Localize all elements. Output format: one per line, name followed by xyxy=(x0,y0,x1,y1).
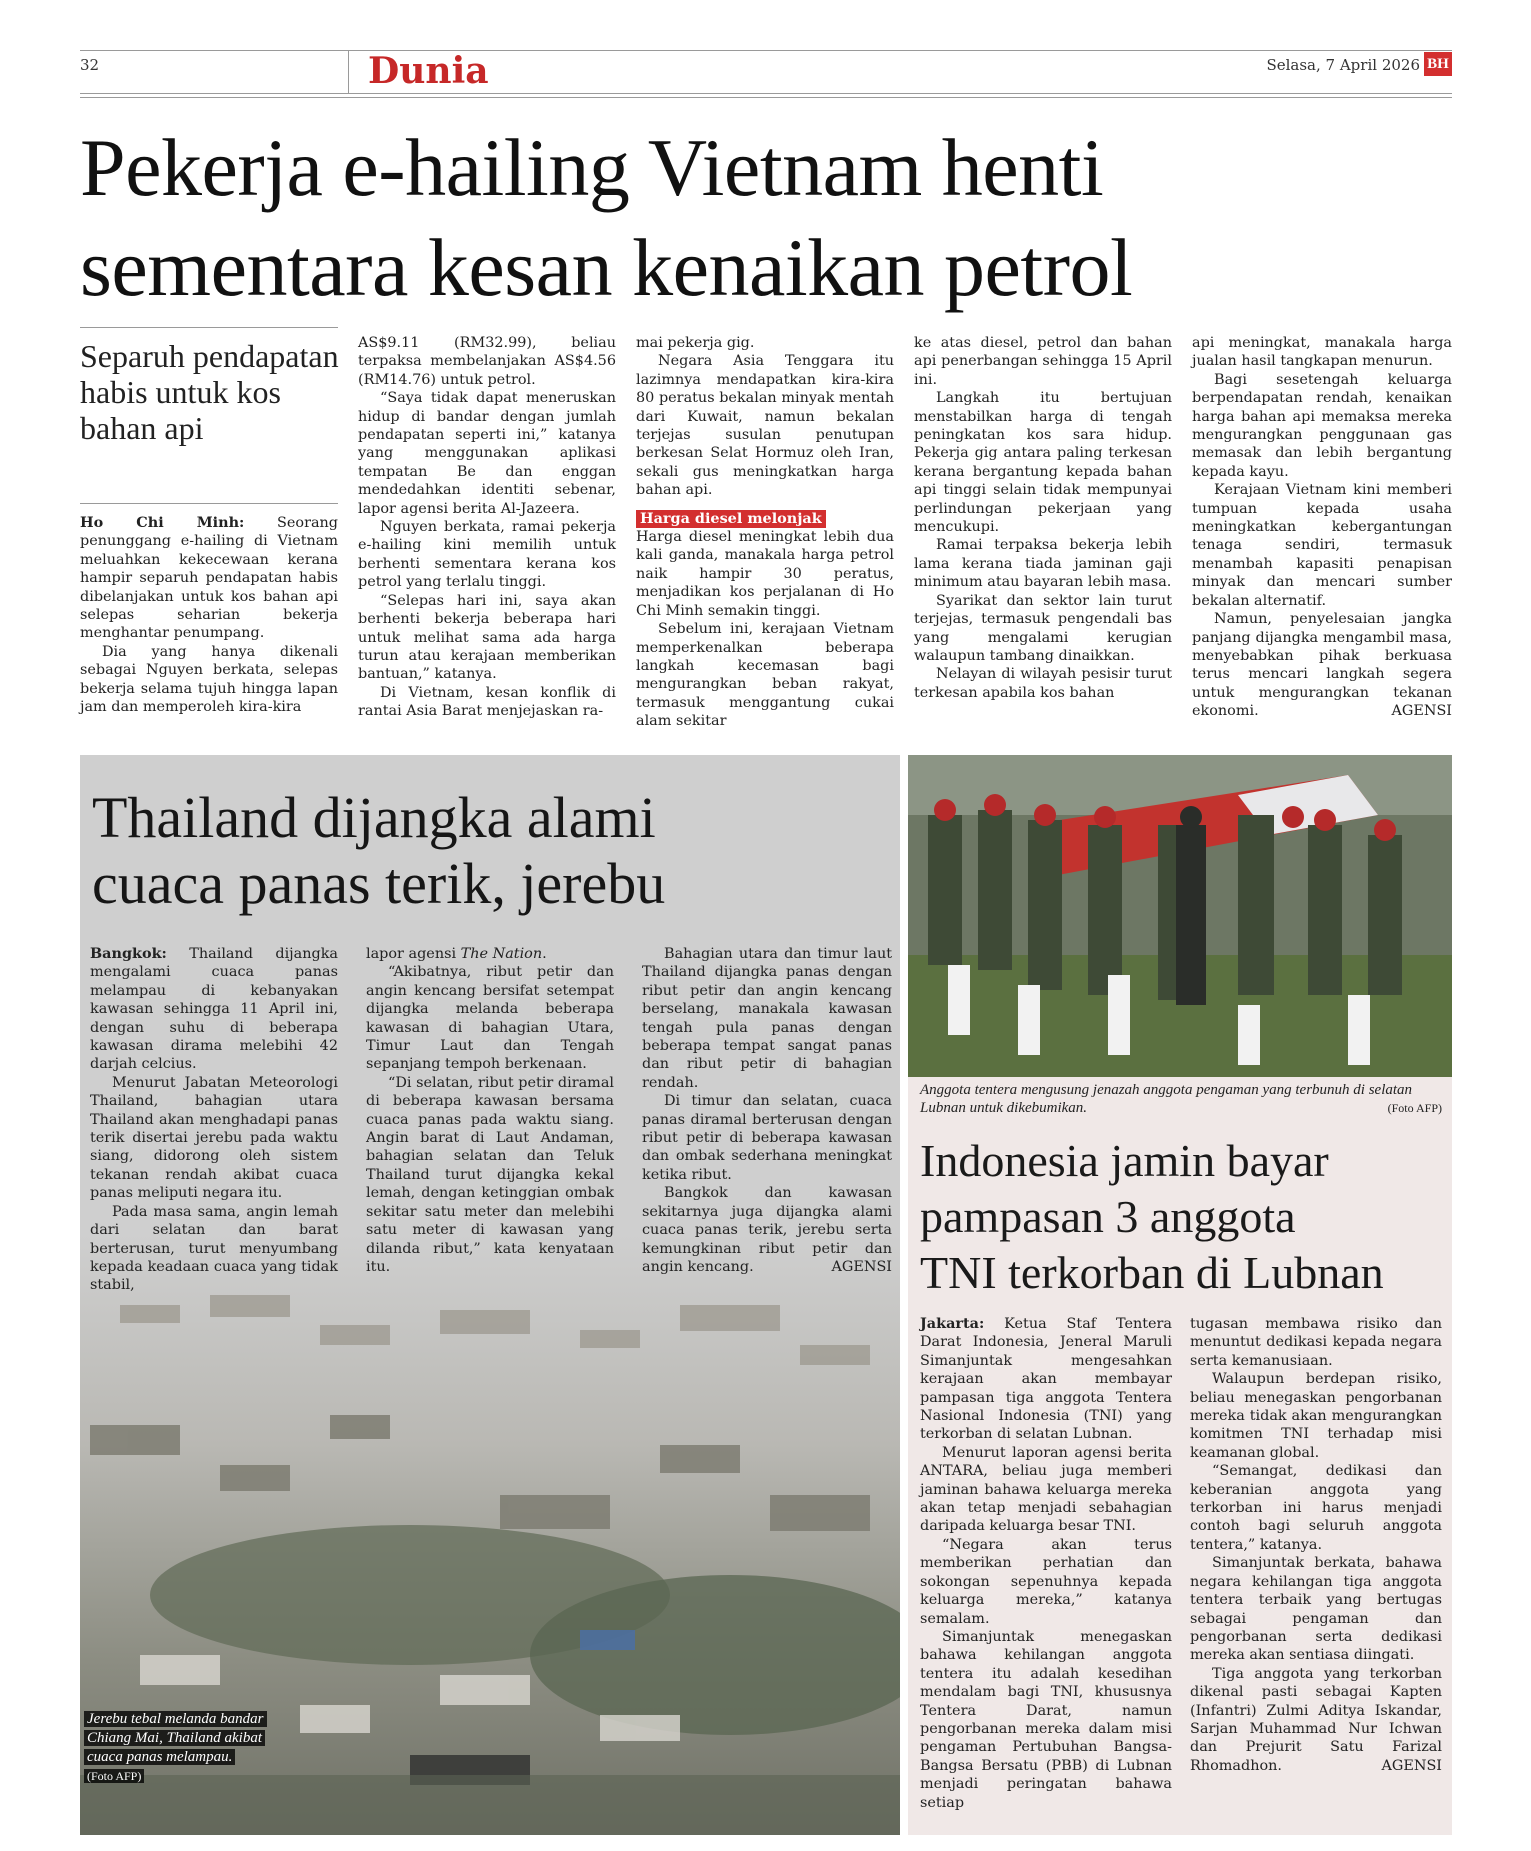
thailand-col-1 xyxy=(90,945,338,1295)
paragraph: Pada masa sama, angin lemah dari selatan dan barat berterusan, turut menyumbang kepada keadaan cuaca yang tidak stabil, xyxy=(90,1203,338,1294)
thailand-headline xyxy=(92,785,892,917)
text: Bangkok dan kawasan sekitarnya juga dijangka alami cuaca panas terik, jerebu serta kemungkinan ribut petir dan angin kencang. xyxy=(642,1185,892,1275)
section-title: Dunia xyxy=(368,50,489,92)
photo-credit: (Foto AFP) xyxy=(1387,1101,1442,1115)
thailand-photo-caption xyxy=(84,1710,267,1786)
paragraph: Walaupun berdepan risiko, beliau menegaskan pengorbanan mereka tidak akan mengurangkan komitmen TNI terhadap misi keamanan global. xyxy=(1190,1371,1442,1461)
caption-line: Chiang Mai, Thailand akibat xyxy=(84,1730,265,1746)
caption-line: Jerebu tebal melanda bandar xyxy=(84,1711,267,1727)
issue-date: Selasa, 7 April 2026 xyxy=(1266,56,1420,74)
paragraph: tugasan membawa risiko dan menuntut dedikasi kepada negara serta kemanusiaan. xyxy=(1190,1316,1442,1369)
paragraph: Bahagian utara dan timur laut Thailand dijangka panas dengan ribut petir dan angin kencang berselang, manakala kawasan tengah pula panas dengan beberapa tempat sangat panas dan ribut petir di bahagian rendah. xyxy=(642,946,892,1091)
subheading-diesel: Harga diesel melonjak xyxy=(636,510,826,528)
paragraph: “Di selatan, ribut petir diramal di beberapa kawasan bersama cuaca panas pada waktu siang. Angin barat di Laut Andaman, bahagian selatan dan Teluk Thailand turut dijangka kekal lemah, dengan ketinggian ombak sekitar satu meter dan melebihi satu meter di kawasan yang dilanda ribut,” kata kenyataan itu. xyxy=(366,1074,614,1275)
dateline: Bangkok: xyxy=(90,945,167,962)
paragraph: “Akibatnya, ribut petir dan angin kencang bersifat setempat dijangka melanda beberapa kawasan di bahagian Utara, Timur Laut dan Tengah sepanjang tempoh berkenaan. xyxy=(366,964,614,1073)
main-col-2 xyxy=(358,334,616,721)
paragraph: Di Vietnam, kesan konflik di rantai Asia Barat menjejaskan ra- xyxy=(358,684,616,720)
indonesia-col-1 xyxy=(920,1315,1172,1812)
text: Seorang penunggang e-hailing di Vietnam meluahkan kekecewaan kerana hampir separuh pendapatan habis dibelanjakan untuk kos bahan api selepas seharian bekerja menghantar penumpang. xyxy=(80,515,339,642)
indonesia-article xyxy=(908,755,1452,1835)
agency-credit: AGENSI xyxy=(1391,703,1452,720)
thailand-headline-line2: cuaca panas terik, jerebu xyxy=(92,851,666,916)
paragraph: Menurut laporan agensi berita ANTARA, beliau juga memberi jaminan bahawa keluarga mereka akan tetap menjadi sebahagian daripada keluarga besar TNI. xyxy=(920,1444,1172,1535)
paragraph: Dia yang hanya dikenali sebagai Nguyen berkata, selepas bekerja selama tujuh hingga lapan jam dan memperoleh kira-kira xyxy=(80,643,338,716)
header-top-rule xyxy=(80,50,1452,51)
paragraph: Negara Asia Tenggara itu lazimnya mendapatkan kira-kira 80 peratus bekalan minyak mentah dari Kuwait, namun bekalan terjejas susulan penutupan berkesan Selat Hormuz oleh Iran, sekali gus meningkatkan harga bahan api. xyxy=(636,353,894,499)
paragraph: Di timur dan selatan, cuaca panas diramal berterusan dengan ribut petir di beberapa kawasan dan ombak sederhana meningkat ketika ribut. xyxy=(642,1093,892,1183)
publication-name: The Nation xyxy=(460,946,543,962)
paragraph xyxy=(920,1315,1172,1444)
photo-credit: (Foto AFP) xyxy=(84,1769,144,1783)
bh-logo: BH xyxy=(1424,52,1452,76)
paragraph: Menurut Jabatan Meteorologi Thailand, bahagian utara Thailand akan menghadapi panas terik disertai jerebu pada waktu siang, didorong oleh sistem tekanan rendah akibat cuaca panas meliputi negara itu. xyxy=(90,1074,338,1202)
indonesia-headline-line2: pampasan 3 anggota xyxy=(920,1191,1296,1242)
paragraph: Ramai terpaksa bekerja lebih lama kerana tiada jaminan gaji minimum atau bayaran lebih masa. xyxy=(914,537,1172,591)
thailand-col-3 xyxy=(642,945,892,1276)
main-headline xyxy=(80,118,1460,318)
caption-line: cuaca panas melampau. xyxy=(84,1749,235,1765)
paragraph: mai pekerja gig. xyxy=(636,335,755,351)
paragraph: “Semangat, dedikasi dan keberanian anggota yang terkorban ini harus menjadi contoh bagi seluruh anggota tentera,” katanya. xyxy=(1190,1463,1442,1553)
agency-credit: AGENSI xyxy=(1381,1757,1442,1774)
paragraph: Syarikat dan sektor lain turut terjejas, termasuk pengendali bas yang mengalami kerugian walaupun tambang dinaikkan. xyxy=(914,592,1172,664)
paragraph: Bagi sesetengah keluarga berpendapatan rendah, kenaikan harga bahan api memaksa mereka mengurangkan penggunaan gas memasak dan lebih bergantung kepada kayu. xyxy=(1192,371,1452,480)
main-headline-line1: Pekerja e-hailing Vietnam henti xyxy=(80,122,1104,213)
text: lapor agensi xyxy=(366,946,461,962)
paragraph xyxy=(1190,1665,1442,1775)
indonesia-photo-caption xyxy=(920,1081,1442,1117)
paragraph: “Saya tidak dapat meneruskan hidup di bandar dengan jumlah pendapatan seperti ini,” katanya yang menggunakan aplikasi tempatan Be dan enggan mendedahkan identiti sebenar, lapor agensi berita Al-Jazeera. xyxy=(358,390,616,517)
paragraph: Sebelum ini, kerajaan Vietnam memperkenalkan beberapa langkah kecemasan bagi mengurangkan beban rakyat, termasuk menggantung cukai alam sekitar xyxy=(636,621,894,730)
header-bottom-rule xyxy=(80,93,1452,98)
paragraph xyxy=(642,1184,892,1276)
paragraph: “Negara akan terus memberikan perhatian dan sokongan sepenuhnya kepada keluarga mereka,” katanya semalam. xyxy=(920,1536,1172,1627)
indonesia-headline-line1: Indonesia jamin bayar xyxy=(920,1135,1329,1186)
deck-rule xyxy=(80,327,338,328)
deck-rule-bottom xyxy=(80,503,338,504)
paragraph: Langkah itu bertujuan menstabilkan harga di tengah peningkatan kos sara hidup. Pekerja gig antara paling terkesan kerana bergantung kepada bahan api tinggi selain tidak mempunyai perlindungan pekerjaan yang mencukupi. xyxy=(914,390,1172,536)
header-divider xyxy=(348,50,349,94)
paragraph: Simanjuntak menegaskan bahawa kehilangan anggota tentera itu adalah kesedihan mendalam bagi TNI, khususnya Tentera Darat, namun pengorbanan mereka dalam misi pengaman Pertubuhan Bangsa-Bangsa Bersatu (PBB) di Lubnan menjadi peringatan bahawa setiap xyxy=(920,1628,1172,1811)
paragraph: Harga diesel meningkat lebih dua kali ganda, manakala harga petrol naik hampir 30 peratus, menjadikan kos perjalanan di Ho Chi Minh semakin tinggi. xyxy=(636,529,894,619)
indonesia-headline-line3: TNI terkorban di Lubnan xyxy=(920,1247,1384,1298)
caption-text: Anggota tentera mengusung jenazah anggota pengaman yang terbunuh di selatan Lubnan untuk dikebumikan. xyxy=(920,1082,1413,1116)
paragraph xyxy=(90,945,338,1074)
main-col-4 xyxy=(914,334,1172,702)
paragraph: AS$9.11 (RM32.99), beliau terpaksa membelanjakan AS$4.56 (RM14.76) untuk petrol. xyxy=(358,335,616,388)
agency-credit: AGENSI xyxy=(831,1258,892,1275)
paragraph: Nelayan di wilayah pesisir turut terkesan apabila kos bahan xyxy=(914,666,1172,701)
indonesia-headline xyxy=(920,1133,1450,1301)
text: Thailand dijangka mengalami cuaca panas melampau di kebanyakan kawasan sehingga 11 April ini, dengan suhu di beberapa kawasan dirama melebihi 42 darjah celcius. xyxy=(90,946,338,1073)
paragraph: Nguyen berkata, ramai pekerja e-hailing kini memilih untuk berhenti sementara kerana kos petrol yang terlalu tinggi. xyxy=(358,519,616,591)
paragraph xyxy=(366,945,614,963)
text: Ketua Staf Tentera Darat Indonesia, Jeneral Maruli Simanjuntak mengesahkan kerajaan akan membayar pampasan tiga anggota Tentera Nasional Indonesia (TNI) yang terkorban di selatan Lubnan. xyxy=(920,1316,1172,1443)
soldiers-funeral-photo xyxy=(908,755,1452,1077)
paragraph: Simanjuntak berkata, bahawa negara kehilangan tiga anggota tentera terbaik yang bertugas sebagai pengaman dan pengorbanan serta dedikasi mereka akan sentiasa diingati. xyxy=(1190,1555,1442,1664)
page-number: 32 xyxy=(80,56,100,74)
text: . xyxy=(542,946,547,962)
paragraph: “Selepas hari ini, saya akan berhenti bekerja beberapa hari untuk melihat sama ada harga turun atau kerajaan memberikan bantuan,” katanya. xyxy=(358,592,616,683)
main-col-3 xyxy=(636,334,894,731)
thailand-headline-line1: Thailand dijangka alami xyxy=(92,785,656,850)
thailand-col-2 xyxy=(366,945,614,1276)
main-col-5 xyxy=(1192,334,1452,721)
dateline: Jakarta: xyxy=(920,1315,985,1332)
main-headline-line2: sementara kesan kenaikan petrol xyxy=(80,222,1133,313)
paragraph: api meningkat, manakala harga jualan hasil tangkapan menurun. xyxy=(1192,335,1452,370)
paragraph xyxy=(80,514,338,643)
indonesia-col-2 xyxy=(1190,1315,1442,1775)
thailand-article xyxy=(80,755,900,1835)
text: Namun, penyelesaian jangka panjang dijangka mengambil masa, menyebabkan pihak berkuasa terus mencari langkah segera untuk mengurangkan tekanan ekonomi. xyxy=(1192,611,1452,720)
main-deck: Separuh pendapatan habis untuk kos bahan api xyxy=(80,338,339,446)
dateline: Ho Chi Minh: xyxy=(80,514,245,531)
main-col-1 xyxy=(80,514,338,716)
text: Tiga anggota yang terkorban dikenal pasti sebagai Kapten (Infantri) Zulmi Aditya Iskandar, Sarjan Muhammad Nur Ichwan dan Prejurit Satu Farizal Rhomadhon. xyxy=(1190,1665,1442,1774)
paragraph: ke atas diesel, petrol dan bahan api penerbangan sehingga 15 April ini. xyxy=(914,335,1172,388)
paragraph xyxy=(1192,610,1452,720)
paragraph: Kerajaan Vietnam kini memberi tumpuan kepada usaha meningkatkan kebergantungan tenaga sendiri, termasuk menambah kapasiti penapisan minyak dan mencari sumber bekalan alternatif. xyxy=(1192,482,1452,609)
